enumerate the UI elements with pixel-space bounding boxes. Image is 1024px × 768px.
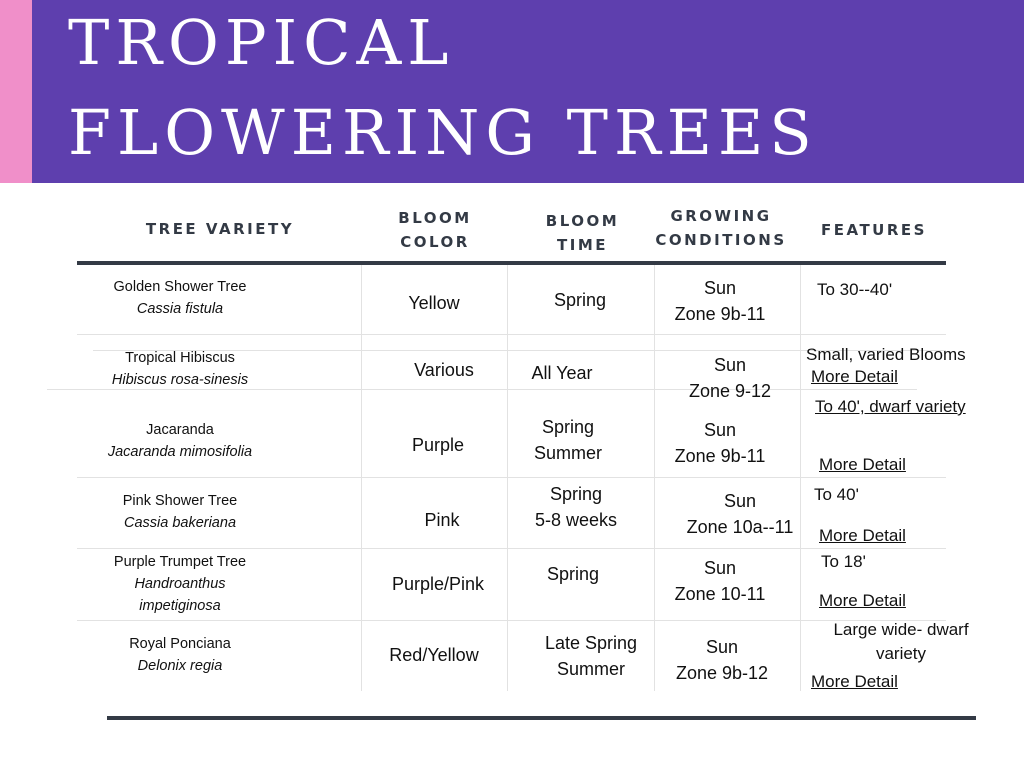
more-detail-link[interactable]: More Detail — [819, 526, 906, 545]
hardiness-zone: Zone 9b-11 — [674, 446, 766, 466]
page-title-line-2: FLOWERING TREES — [68, 96, 818, 169]
tree-name-cell — [90, 419, 270, 463]
growing-conditions-cell — [655, 275, 785, 327]
feature-text: To 30--40' — [817, 280, 893, 299]
tree-name-cell — [90, 347, 270, 391]
bloom-color-cell: Red/Yellow — [389, 645, 479, 665]
tree-common-name: Pink Shower Tree — [122, 493, 238, 509]
header-growing-conditions-line-2: CONDITIONS — [655, 231, 787, 249]
hardiness-zone: Zone 10a--11 — [686, 517, 794, 537]
bloom-time-cell — [498, 414, 638, 466]
header-features: FEATURES — [821, 221, 927, 239]
pink-accent-strip — [0, 0, 32, 183]
feature-line-2: variety — [875, 644, 927, 663]
page-title-line-1: TROPICAL — [68, 6, 455, 79]
bloom-time-line-2: Summer — [533, 443, 602, 463]
header-bloom-time-line-1: BLOOM — [545, 212, 620, 230]
header-bloom-time-line-2: TIME — [557, 236, 608, 254]
feature-text: Small, varied Blooms — [806, 345, 966, 364]
tree-common-name: Royal Ponciana — [129, 636, 231, 652]
grid-line — [77, 334, 946, 335]
hardiness-zone: Zone 9b-12 — [675, 663, 769, 683]
sun-requirement: Sun — [703, 278, 737, 298]
tree-scientific-name: Delonix regia — [137, 658, 223, 674]
hardiness-zone: Zone 9b-11 — [674, 304, 766, 324]
bloom-time-cell — [521, 630, 661, 682]
growing-conditions-cell — [655, 417, 785, 469]
tree-scientific-name: Handroanthus impetiginosa — [134, 576, 226, 614]
tree-name-cell — [90, 551, 270, 617]
grid-line — [361, 265, 362, 691]
feature-line-1: Large wide- dwarf — [833, 620, 969, 639]
feature-text — [816, 618, 986, 666]
grid-line — [77, 477, 946, 478]
tree-scientific-name: Cassia fistula — [136, 301, 224, 317]
tree-scientific-name: Jacaranda mimosifolia — [107, 444, 253, 460]
bloom-color-cell: Yellow — [408, 293, 460, 313]
bloom-color-cell: Pink — [424, 510, 460, 530]
bloom-color-cell: Purple — [411, 435, 465, 455]
tree-scientific-name: Cassia bakeriana — [123, 515, 237, 531]
growing-conditions-cell — [657, 634, 787, 686]
footer-divider — [107, 716, 976, 720]
tree-name-cell — [90, 276, 270, 320]
header-bloom-time — [520, 209, 645, 257]
bloom-time-cell: Spring — [546, 564, 600, 584]
tree-common-name: Tropical Hibiscus — [125, 350, 235, 366]
bloom-color-cell: Various — [414, 360, 474, 380]
bloom-time-line-2: Summer — [556, 659, 625, 679]
header-bloom-color — [370, 206, 500, 254]
header-growing-conditions — [650, 204, 792, 252]
header-growing-conditions-line-1: GROWING — [670, 207, 772, 225]
sun-requirement: Sun — [703, 558, 737, 578]
feature-text: To 40' — [814, 485, 859, 504]
more-detail-link[interactable]: More Detail — [811, 672, 898, 691]
sun-requirement: Sun — [705, 637, 739, 657]
growing-conditions-cell — [675, 488, 805, 540]
feature-link[interactable]: To 40', dwarf variety — [815, 397, 966, 416]
bloom-time-line-2: 5-8 weeks — [534, 510, 618, 530]
feature-text: To 18' — [821, 552, 866, 571]
header-tree-variety: TREE VARIETY — [145, 220, 295, 238]
header-divider — [77, 261, 946, 265]
grid-line — [507, 265, 508, 691]
grid-line — [654, 265, 655, 691]
hardiness-zone: Zone 10-11 — [674, 584, 766, 604]
bloom-time-cell — [506, 481, 646, 533]
tree-common-name: Purple Trumpet Tree — [113, 554, 247, 570]
tree-common-name: Jacaranda — [146, 422, 214, 438]
bloom-time-line-1: Spring — [541, 417, 595, 437]
hardiness-zone: Zone 9-12 — [688, 381, 772, 401]
grid-line — [77, 548, 946, 549]
more-detail-link[interactable]: More Detail — [819, 591, 906, 610]
sun-requirement: Sun — [723, 491, 757, 511]
bloom-time-cell: Spring — [553, 290, 607, 310]
tree-scientific-name: Hibiscus rosa-sinesis — [111, 372, 249, 388]
growing-conditions-cell — [655, 555, 785, 607]
sun-requirement: Sun — [713, 355, 747, 375]
bloom-time-line-1: Spring — [549, 484, 603, 504]
tree-name-cell — [90, 633, 270, 677]
sun-requirement: Sun — [703, 420, 737, 440]
bloom-time-line-1: Late Spring — [544, 633, 638, 653]
header-bloom-color-line-1: BLOOM — [398, 209, 472, 227]
more-detail-link[interactable]: More Detail — [819, 455, 906, 474]
tree-name-cell — [90, 490, 270, 534]
header-bloom-color-line-2: COLOR — [400, 233, 470, 251]
grid-line — [800, 265, 801, 691]
more-detail-link[interactable]: More Detail — [811, 367, 898, 386]
bloom-time-cell: All Year — [531, 363, 593, 383]
growing-conditions-cell — [665, 352, 795, 404]
tree-common-name: Golden Shower Tree — [113, 279, 247, 295]
bloom-color-cell: Purple/Pink — [391, 574, 485, 594]
